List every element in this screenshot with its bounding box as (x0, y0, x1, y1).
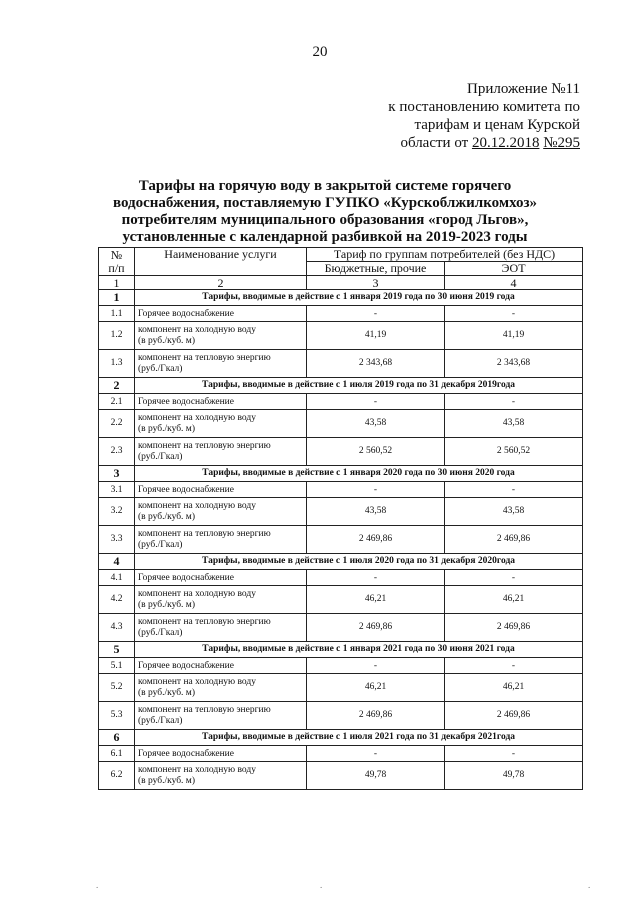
appendix-line-1: Приложение №11 (466, 81, 580, 97)
service-name (135, 614, 307, 642)
service-name (135, 438, 307, 466)
section-row (99, 554, 583, 570)
row-number: 1.2 (99, 322, 135, 350)
appendix-heading (380, 80, 580, 152)
column-number: 2 (135, 276, 307, 290)
table-row (99, 482, 583, 498)
header-tariff-group: Тариф по группам потребителей (без НДС) (307, 248, 583, 262)
service-name-line: Горячее водоснабжение (138, 572, 234, 583)
eot-tariff: 2 469,86 (445, 526, 583, 554)
title-line-3: потребителям муниципального образования «город Льгов», (121, 212, 529, 228)
appendix-line-3: тарифам и ценам Курской (414, 117, 580, 133)
table-row (99, 498, 583, 526)
section-row (99, 466, 583, 482)
title-line-2: водоснабжения, поставляемую ГУПКО «Курскоблжилкомхоз» (112, 195, 538, 211)
section-title: Тарифы, вводимые в действие с 1 января 2021 года по 30 июня 2021 года (135, 642, 583, 658)
service-name (135, 674, 307, 702)
eot-tariff: 2 343,68 (445, 350, 583, 378)
column-number: 4 (445, 276, 583, 290)
table-row (99, 410, 583, 438)
budget-tariff: 43,58 (307, 498, 445, 526)
service-name-line: компонент на тепловую энергию (138, 528, 271, 539)
service-name-line: компонент на холодную воду (138, 764, 256, 775)
tariff-table (98, 247, 583, 790)
eot-tariff: - (445, 658, 583, 674)
service-name (135, 526, 307, 554)
table-row (99, 322, 583, 350)
budget-tariff: - (307, 658, 445, 674)
row-number: 1.1 (99, 306, 135, 322)
table-row (99, 702, 583, 730)
eot-tariff: - (445, 306, 583, 322)
section-number: 1 (99, 290, 135, 306)
service-unit: (в руб./куб. м) (138, 335, 195, 346)
row-number: 2.2 (99, 410, 135, 438)
row-number: 2.1 (99, 394, 135, 410)
section-title: Тарифы, вводимые в действие с 1 июля 2020 года по 31 декабря 2020года (135, 554, 583, 570)
section-row (99, 642, 583, 658)
header-service: Наименование услуги (135, 248, 307, 276)
service-name-line: компонент на тепловую энергию (138, 704, 271, 715)
table-row (99, 674, 583, 702)
scan-mark: . (96, 880, 99, 890)
service-unit: (руб./Гкал) (138, 627, 183, 638)
service-unit: (в руб./куб. м) (138, 687, 195, 698)
table-row (99, 394, 583, 410)
eot-tariff: 49,78 (445, 762, 583, 790)
eot-tariff: 41,19 (445, 322, 583, 350)
service-unit: (руб./Гкал) (138, 363, 183, 374)
eot-tariff: 43,58 (445, 410, 583, 438)
service-name-line: Горячее водоснабжение (138, 660, 234, 671)
section-number: 5 (99, 642, 135, 658)
service-unit: (в руб./куб. м) (138, 511, 195, 522)
table-header-row (99, 248, 583, 262)
row-number: 3.3 (99, 526, 135, 554)
eot-tariff: - (445, 746, 583, 762)
appendix-date: 20.12.2018 (471, 135, 540, 151)
table-row (99, 438, 583, 466)
service-unit: (в руб./куб. м) (138, 423, 195, 434)
service-unit: (руб./Гкал) (138, 715, 183, 726)
eot-tariff: 46,21 (445, 586, 583, 614)
eot-tariff: 2 469,86 (445, 702, 583, 730)
budget-tariff: - (307, 306, 445, 322)
service-name-line: компонент на холодную воду (138, 324, 256, 335)
service-name-line: Горячее водоснабжение (138, 748, 234, 759)
section-number: 2 (99, 378, 135, 394)
row-number: 3.1 (99, 482, 135, 498)
section-title: Тарифы, вводимые в действие с 1 января 2019 года по 30 июня 2019 года (135, 290, 583, 306)
service-unit: (руб./Гкал) (138, 539, 183, 550)
row-number: 2.3 (99, 438, 135, 466)
table-row (99, 306, 583, 322)
section-row (99, 290, 583, 306)
budget-tariff: - (307, 570, 445, 586)
row-number: 4.3 (99, 614, 135, 642)
service-name (135, 498, 307, 526)
appendix-prefix: области от (400, 135, 469, 151)
service-name-line: компонент на тепловую энергию (138, 616, 271, 627)
appendix-line-4 (380, 134, 580, 152)
header-number-symbol: № (110, 247, 123, 262)
section-title: Тарифы, вводимые в действие с 1 января 2020 года по 30 июня 2020 года (135, 466, 583, 482)
row-number: 5.2 (99, 674, 135, 702)
appendix-line-2: к постановлению комитета по (388, 99, 580, 115)
header-budget: Бюджетные, прочие (307, 262, 445, 276)
page-number: 20 (312, 44, 328, 60)
section-title: Тарифы, вводимые в действие с 1 июля 2021 года по 31 декабря 2021года (135, 730, 583, 746)
row-number: 6.2 (99, 762, 135, 790)
service-unit: (в руб./куб. м) (138, 599, 195, 610)
service-unit: (руб./Гкал) (138, 451, 183, 462)
title-line-1: Тарифы на горячую воду в закрытой системе горячего (138, 178, 512, 194)
service-unit: (в руб./куб. м) (138, 775, 195, 786)
service-name-line: компонент на холодную воду (138, 500, 256, 511)
table-row (99, 570, 583, 586)
title-line-4: установленные с календарной разбивкой на 2019-2023 годы (122, 229, 528, 245)
budget-tariff: - (307, 746, 445, 762)
service-name-line: компонент на холодную воду (138, 412, 256, 423)
document-title (80, 178, 570, 246)
budget-tariff: 2 469,86 (307, 526, 445, 554)
row-number: 5.1 (99, 658, 135, 674)
budget-tariff: 2 469,86 (307, 614, 445, 642)
service-name (135, 746, 307, 762)
service-name (135, 702, 307, 730)
service-name-line: компонент на холодную воду (138, 676, 256, 687)
service-name (135, 570, 307, 586)
appendix-number: №295 (543, 135, 580, 151)
table-row (99, 526, 583, 554)
section-number: 6 (99, 730, 135, 746)
service-name (135, 586, 307, 614)
row-number: 4.1 (99, 570, 135, 586)
section-number: 4 (99, 554, 135, 570)
table-row (99, 746, 583, 762)
service-name (135, 658, 307, 674)
service-name (135, 306, 307, 322)
scan-mark: . (588, 880, 591, 890)
eot-tariff: - (445, 482, 583, 498)
budget-tariff: 2 343,68 (307, 350, 445, 378)
row-number: 5.3 (99, 702, 135, 730)
header-number (99, 248, 135, 276)
budget-tariff: 46,21 (307, 674, 445, 702)
eot-tariff: 2 560,52 (445, 438, 583, 466)
service-name (135, 482, 307, 498)
service-name-line: компонент на холодную воду (138, 588, 256, 599)
service-name-line: Горячее водоснабжение (138, 308, 234, 319)
table-row (99, 350, 583, 378)
eot-tariff: - (445, 394, 583, 410)
service-name (135, 322, 307, 350)
service-name (135, 762, 307, 790)
header-number-abbr: п/п (108, 260, 125, 275)
row-number: 3.2 (99, 498, 135, 526)
section-row (99, 730, 583, 746)
budget-tariff: 43,58 (307, 410, 445, 438)
section-number: 3 (99, 466, 135, 482)
table-row (99, 658, 583, 674)
eot-tariff: - (445, 570, 583, 586)
eot-tariff: 43,58 (445, 498, 583, 526)
service-name (135, 410, 307, 438)
service-name (135, 350, 307, 378)
table-row (99, 762, 583, 790)
budget-tariff: - (307, 394, 445, 410)
section-row (99, 378, 583, 394)
row-number: 4.2 (99, 586, 135, 614)
budget-tariff: - (307, 482, 445, 498)
table-row (99, 614, 583, 642)
budget-tariff: 46,21 (307, 586, 445, 614)
column-number: 1 (99, 276, 135, 290)
service-name-line: компонент на тепловую энергию (138, 440, 271, 451)
service-name-line: Горячее водоснабжение (138, 396, 234, 407)
service-name-line: Горячее водоснабжение (138, 484, 234, 495)
column-numbers-row (99, 276, 583, 290)
row-number: 1.3 (99, 350, 135, 378)
section-title: Тарифы, вводимые в действие с 1 июля 2019 года по 31 декабря 2019года (135, 378, 583, 394)
eot-tariff: 46,21 (445, 674, 583, 702)
table-row (99, 586, 583, 614)
column-number: 3 (307, 276, 445, 290)
budget-tariff: 2 469,86 (307, 702, 445, 730)
eot-tariff: 2 469,86 (445, 614, 583, 642)
budget-tariff: 2 560,52 (307, 438, 445, 466)
scan-mark: . (320, 880, 323, 890)
service-name-line: компонент на тепловую энергию (138, 352, 271, 363)
row-number: 6.1 (99, 746, 135, 762)
header-eot: ЭОТ (445, 262, 583, 276)
budget-tariff: 41,19 (307, 322, 445, 350)
budget-tariff: 49,78 (307, 762, 445, 790)
service-name (135, 394, 307, 410)
